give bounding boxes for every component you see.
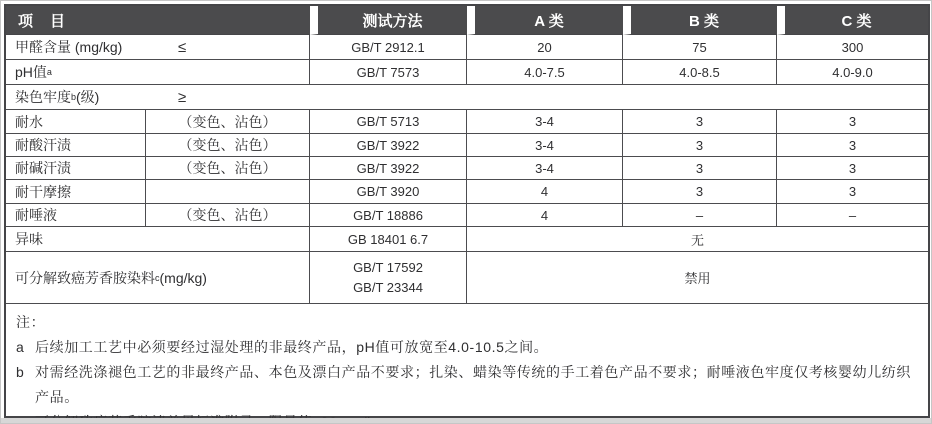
formaldehyde-limit-a: 20 [467,35,623,60]
water-limit-b: 3 [623,110,777,134]
dry-rub-limit-a: 4 [467,180,623,204]
col-header-class-a: A 类 [467,6,623,35]
row-formaldehyde-item [6,35,310,60]
alkali-sweat-limit-a: 3-4 [467,157,623,180]
formaldehyde-limit-b: 75 [623,35,777,60]
less-equal-symbol: ≤ [178,38,187,56]
odor-limit-all: 无 [467,227,928,252]
row-ph-item: pH值 a [6,60,310,85]
col-header-class-c: C 类 [777,6,928,35]
ph-label: pH值 [15,64,47,80]
acid-sweat-method: GB/T 3922 [310,134,467,157]
formaldehyde-label: 甲醛含量 (mg/kg) [15,39,123,55]
row-alkali-sweat-item: 耐碱汗渍 [6,157,146,180]
dry-rub-subnote [146,180,310,204]
water-method: GB/T 5713 [310,110,467,134]
row-fastness-section: 染色牢度 b (级) ≥ [6,85,928,110]
note-a-text: 后续加工工艺中必须要经过湿处理的非最终产品，pH值可放宽至4.0-10.5之间。 [35,339,549,355]
alkali-sweat-limit-b: 3 [623,157,777,180]
ph-method: GB/T 7573 [310,60,467,85]
odor-method: GB 18401 6.7 [310,227,467,252]
row-aromatic-amines-item: 可分解致癌芳香胺染料 c (mg/kg) [6,252,310,304]
fastness-unit: (级) [76,89,100,105]
acid-sweat-limit-a: 3-4 [467,134,623,157]
fastness-label: 染色牢度 [15,89,71,105]
water-limit-a: 3-4 [467,110,623,134]
water-subnote: （变色、沾色） [146,110,310,134]
dry-rub-limit-c: 3 [777,180,928,204]
note-b-marker: b [16,364,25,380]
alkali-sweat-method: GB/T 3922 [310,157,467,180]
greater-equal-symbol: ≥ [178,88,187,106]
aromatic-amines-method-line1: GB/T 17592 [353,260,423,275]
col-header-method: 测试方法 [310,6,467,35]
alkali-sweat-limit-c: 3 [777,157,928,180]
row-odor-item: 异味 [6,227,310,252]
ph-limit-b: 4.0-8.5 [623,60,777,85]
ph-limit-a: 4.0-7.5 [467,60,623,85]
notes-section [6,304,928,424]
water-limit-c: 3 [777,110,928,134]
aromatic-amines-label: 可分解致癌芳香胺染料 [15,269,155,286]
col-header-class-b: B 类 [623,6,777,35]
ph-limit-c: 4.0-9.0 [777,60,928,85]
saliva-subnote: （变色、沾色） [146,204,310,227]
acid-sweat-subnote: （变色、沾色） [146,134,310,157]
aromatic-amines-limit-all: 禁用 [467,252,928,304]
note-b [16,360,918,410]
row-saliva-item: 耐唾液 [6,204,146,227]
aromatic-amines-unit: (mg/kg) [159,269,207,286]
row-acid-sweat-item: 耐酸汗渍 [6,134,146,157]
aromatic-amines-method [310,252,467,304]
saliva-limit-a: 4 [467,204,623,227]
dry-rub-limit-b: 3 [623,180,777,204]
row-dry-rub-item: 耐干摩擦 [6,180,146,204]
col-header-item: 项 目 [6,6,310,35]
alkali-sweat-subnote: （变色、沾色） [146,157,310,180]
note-a-marker: a [16,339,25,355]
saliva-limit-c: – [777,204,928,227]
acid-sweat-limit-b: 3 [623,134,777,157]
requirements-table [4,4,930,418]
note-b-text: 对需经洗涤褪色工艺的非最终产品、本色及漂白产品不要求；扎染、蜡染等传统的手工着色产品不要求；耐唾液色牢度仅考核婴幼儿纺织产品。 [35,364,911,405]
saliva-method: GB/T 18886 [310,204,467,227]
note-a [16,335,918,360]
aromatic-amines-method-line2: GB/T 23344 [353,279,423,295]
formaldehyde-limit-c: 300 [777,35,928,60]
page-bottom-edge [1,418,931,423]
row-water-item: 耐水 [6,110,146,134]
notes-title: 注： [16,314,46,330]
saliva-limit-b: – [623,204,777,227]
acid-sweat-limit-c: 3 [777,134,928,157]
formaldehyde-method: GB/T 2912.1 [310,35,467,60]
dry-rub-method: GB/T 3920 [310,180,467,204]
